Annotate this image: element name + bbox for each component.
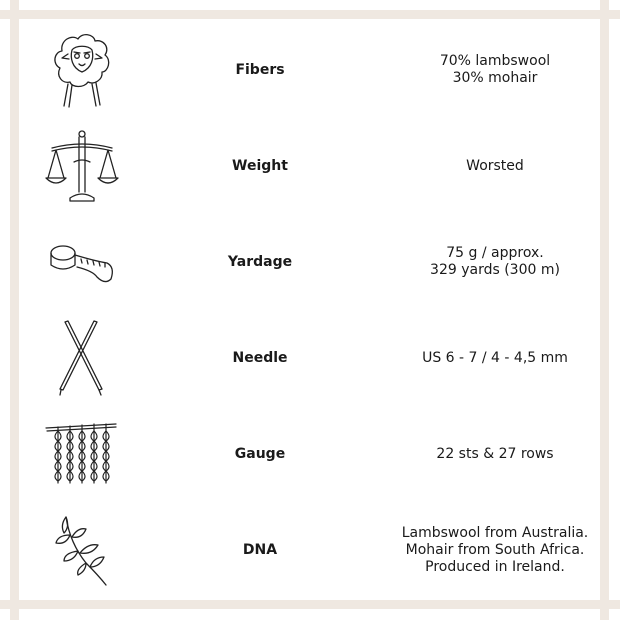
frame-bottom [0,600,620,609]
tape-measure-icon [44,214,120,310]
knit-swatch-icon [44,406,120,502]
spec-label: Yardage [227,254,293,270]
spec-value-line: Mohair from South Africa. [405,541,585,558]
knitting-needles-icon [44,310,120,406]
spec-value [350,310,620,406]
spec-value-line: 30% mohair [452,70,538,86]
spec-row-yardage [0,214,620,310]
spec-row-needle [0,310,620,406]
spec-label: DNA [242,542,278,558]
spec-value-line: Lambswool from Australia. [401,524,589,541]
spec-label: Needle [232,350,288,366]
spec-value [350,118,620,214]
spec-value-line: 75 g / approx. [446,245,544,261]
spec-value-line: US 6 - 7 / 4 - 4,5 mm [422,349,568,366]
spec-label: Weight [232,158,288,174]
spec-value-line: Produced in Ireland. [425,558,565,575]
spec-value [350,22,620,118]
spec-value-line: 22 sts & 27 rows [436,445,554,462]
spec-value-line: 70% lambswool [439,53,551,69]
spec-row-fibers [0,22,620,118]
spec-row-dna [0,502,620,598]
sheep-icon [44,22,120,118]
spec-row-weight [0,118,620,214]
frame-top [0,10,620,19]
spec-value [350,502,620,598]
spec-value [350,406,620,502]
spec-label: Gauge [234,446,286,462]
scale-icon [44,118,120,214]
spec-label: Fibers [235,62,285,78]
spec-value [350,214,620,310]
leaf-branch-icon [44,502,120,598]
spec-value-line: 329 yards (300 m) [430,262,560,278]
spec-value-line: Worsted [466,157,524,174]
spec-row-gauge [0,406,620,502]
